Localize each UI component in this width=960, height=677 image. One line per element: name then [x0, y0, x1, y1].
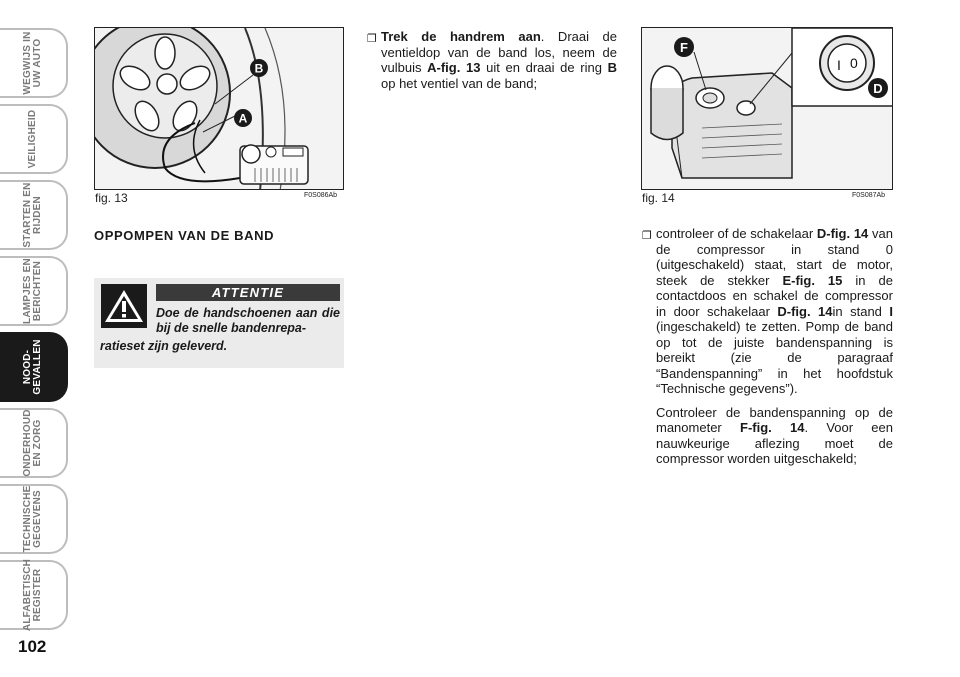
bullet-text: in stand [832, 303, 890, 319]
warning-text: Doe de handschoenen aan die bij de snelle bandenrepa- [156, 306, 340, 335]
fig-ref: F-fig. 14 [740, 420, 805, 435]
bullet-text: van de compressor in stand 0 (uitgeschakeld) staat, start de motor, steek de stekker [656, 226, 893, 288]
fig-ref: A-fig. 13 [427, 60, 481, 75]
callout-a-label: A [238, 111, 248, 126]
warning-title: ATTENTIE [156, 284, 340, 301]
bullet-text: op het ventiel van de band; [381, 75, 538, 91]
tab-label: ONDERHOUD EN ZORG [22, 409, 43, 477]
tab-label: LAMPJES EN BERICHTEN [22, 258, 43, 324]
tire-compressor-illustration [95, 28, 344, 190]
tab-label: STARTEN EN RIJDEN [22, 182, 43, 248]
tab-technische[interactable] [0, 484, 68, 554]
bullet-checkbox-icon: ❐ [367, 33, 377, 45]
bullet-text: uit en draai de ring [480, 60, 608, 75]
callout-f-label: F [680, 40, 688, 55]
column-3-text [642, 226, 893, 467]
warning-box [94, 278, 344, 368]
warning-triangle-icon [101, 284, 147, 328]
tab-onderhoud[interactable] [0, 408, 68, 478]
bullet-text: (ingeschakeld) te zetten. Pomp de band op tot de juiste bandenspanning is bereikt (zie de paragraaf “Bandenspanning” in het hoofdstuk “Technische gegevens”). [656, 319, 893, 396]
bullet-text: . Draai de ventieldop van de band los, neem de vulbuis [381, 29, 617, 75]
tab-label: WEGWIJS IN UW AUTO [22, 31, 43, 95]
paragraph-text: Controleer de bandenspanning op de manometer [656, 404, 893, 435]
tab-label: NOOD- GEVALLEN [22, 339, 43, 395]
fig-ref: D-fig. 14 [816, 226, 869, 241]
fig-ref: B [607, 60, 617, 75]
bullet-text: controleer of de schakelaar [656, 226, 817, 241]
tab-lampjes[interactable] [0, 256, 68, 326]
callout-b-label: B [254, 61, 264, 76]
fig-ref: I [889, 303, 893, 319]
figure-13-illustration [94, 27, 344, 190]
tab-alfabetisch[interactable] [0, 560, 68, 630]
bullet-handbrake [367, 29, 617, 91]
page-number: 102 [18, 637, 47, 656]
tab-label: VEILIGHEID [27, 109, 38, 169]
column-2-text [367, 29, 617, 91]
tab-starten[interactable] [0, 180, 68, 250]
fig-13-code: F0S086Ab [304, 192, 338, 199]
figure-14-illustration [641, 27, 893, 190]
tab-noodgevallen[interactable] [0, 332, 68, 402]
bullet-checkbox-icon: ❐ [642, 230, 652, 242]
fig-ref: D-fig. 14 [777, 303, 833, 319]
switch-mark-off: 0 [850, 55, 858, 71]
paragraph-text: . Voor een nauwkeurige aflezing moet de compressor worden uitgeschakeld; [656, 420, 893, 466]
fig-ref: E-fig. 15 [782, 272, 843, 288]
bullet-text: in de contactdoos en schakel de compressor in door schakelaar [656, 272, 893, 319]
fig-14-caption: fig. 14 [642, 191, 675, 205]
warning-text-continued: ratieset zijn geleverd. [100, 339, 228, 353]
section-heading: OPPOMPEN VAN DE BAND [94, 228, 275, 243]
bullet-lead: Trek de handrem aan [381, 29, 541, 44]
tab-wegwijs[interactable] [0, 28, 68, 98]
paragraph-manometer [642, 405, 893, 467]
tab-label: ALFABETISCH REGISTER [22, 558, 43, 632]
fig-13-caption: fig. 13 [95, 191, 128, 205]
switch-mark-on: I [837, 57, 841, 73]
compressor-illustration [642, 28, 893, 190]
tab-veiligheid[interactable] [0, 104, 68, 174]
callout-d-label: D [873, 81, 883, 96]
bullet-controleer [642, 226, 893, 397]
tab-label: TECHNISCHE GEGEVENS [22, 485, 43, 553]
chapter-tabs [0, 28, 72, 632]
fig-14-code: F0S087Ab [852, 192, 886, 199]
